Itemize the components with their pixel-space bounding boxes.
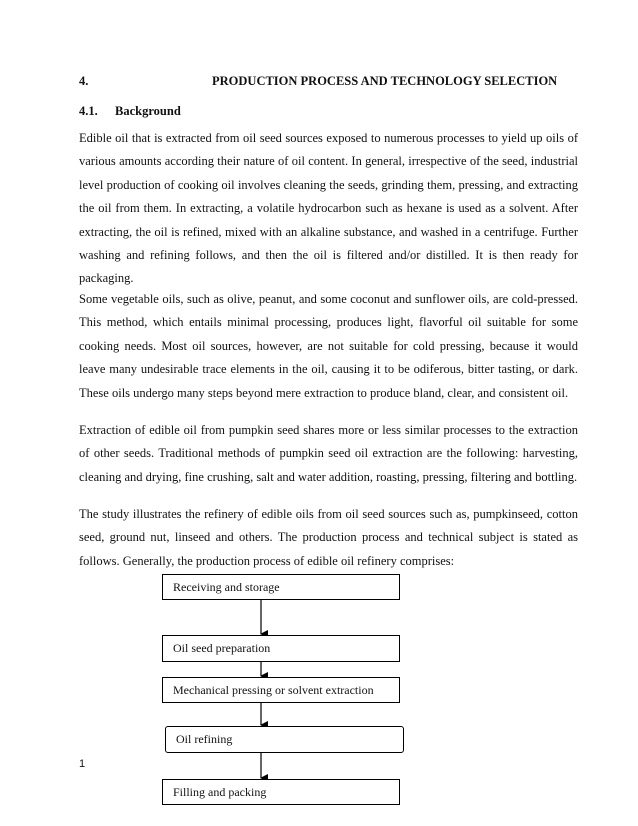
flow-step-seed-preparation <box>162 635 400 662</box>
subsection-number: 4.1. <box>79 104 98 118</box>
subsection-title: Background <box>115 104 181 118</box>
flow-step-refining <box>165 726 404 753</box>
flow-step-label: Oil refining <box>176 732 233 746</box>
section-title: PRODUCTION PROCESS AND TECHNOLOGY SELECTION <box>212 74 558 88</box>
flow-step-extraction <box>162 677 400 703</box>
section-number: 4. <box>79 74 89 88</box>
page-number: 1 <box>79 758 86 770</box>
flow-step-label: Mechanical pressing or solvent extraction <box>173 682 374 697</box>
paragraph-3: Extraction of edible oil from pumpkin seed shares more or less similar processes to the extraction of other seeds. Traditional methods of pumpkin seed oil extraction are the following: harvesting, cleaning and drying, fine crushing, salt and water addition, roasting, pressing, filtering and bottling. <box>79 423 578 484</box>
paragraph-4: The study illustrates the refinery of edible oils from oil seed sources such as, pumpkinseed, cotton seed, ground nut, linseed and others. The production process and technical subject is stated as follows. Generally, the production process of edible oil refinery comprises: <box>79 507 578 568</box>
paragraph-2: Some vegetable oils, such as olive, peanut, and some coconut and sunflower oils, are cold-pressed. This method, which entails minimal processing, produces light, flavorful oil suitable for some cooking needs. Most oil sources, however, are not suitable for cold pressing, because it would leave many undesirable trace elements in the oil, causing it to be odiferous, bitter tasting, or dark. These oils undergo many steps beyond mere extraction to produce bland, clear, and consistent oil. <box>79 292 578 400</box>
flow-step-label: Receiving and storage <box>173 579 280 594</box>
flow-step-receiving <box>162 574 400 600</box>
flow-step-packing <box>162 779 400 805</box>
paragraph-1: Edible oil that is extracted from oil seed sources exposed to numerous processes to yield up oils of various amounts according their nature of oil content. In general, irrespective of the seed, industrial level production of cooking oil involves cleaning the seeds, grinding them, pressing, and extracting the oil from them. In extracting, a volatile hydrocarbon such as hexane is used as a solvent. After extracting, the oil is refined, mixed with an alkaline substance, and washed in a centrifuge. Further washing and refining follows, and then the oil is filtered and/or distilled. It is then ready for packaging. <box>79 131 578 286</box>
flow-step-label: Oil seed preparation <box>173 641 271 655</box>
flow-step-label: Filling and packing <box>173 784 267 799</box>
